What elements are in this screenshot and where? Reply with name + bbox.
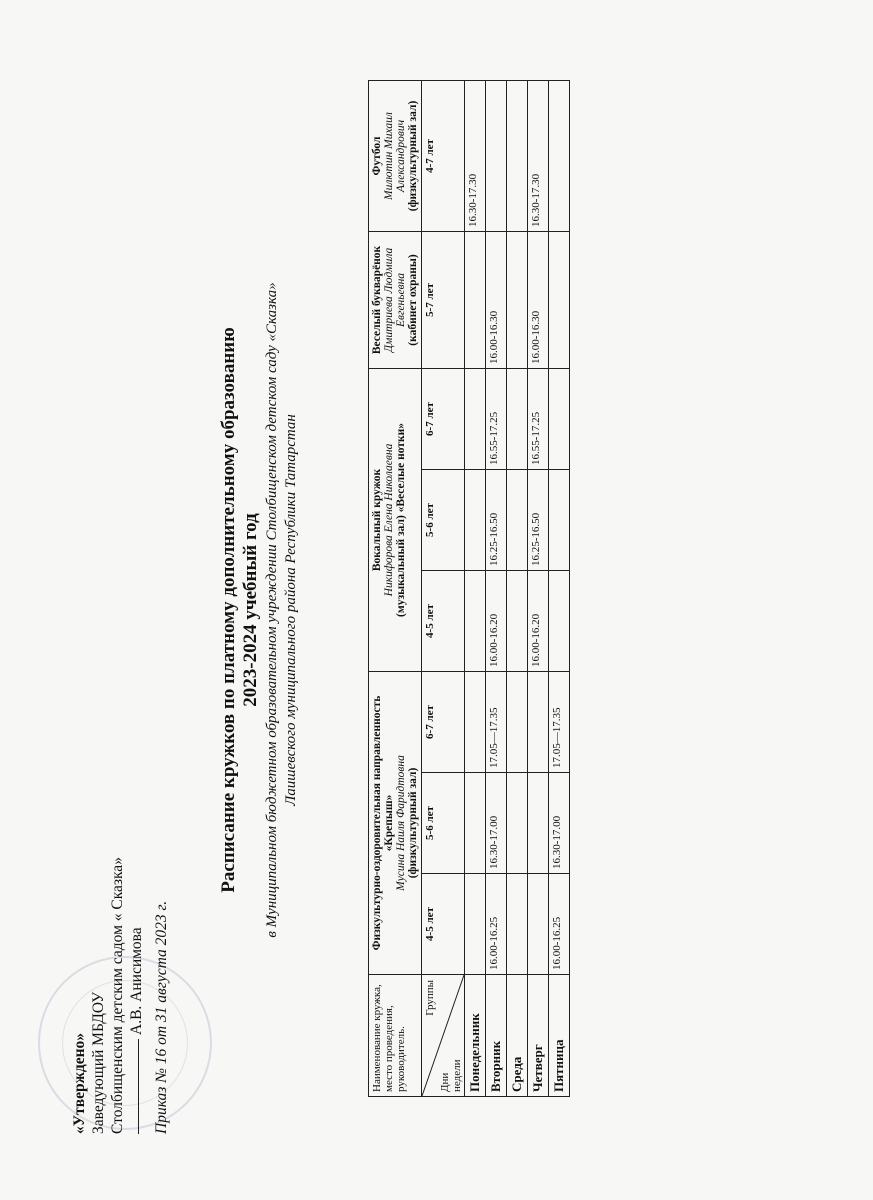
club-name: Вокальный кружок (371, 468, 383, 572)
subtitle-line-2: Лаишевского муниципального района Республики Татарстан (283, 414, 299, 806)
time-cell (465, 874, 486, 975)
age-cell: 4-5 лет (422, 571, 465, 672)
corner-days-1: Дни (439, 1072, 451, 1092)
club-leader: Никифорова Елена Николаевна (383, 443, 395, 597)
time-cell (465, 672, 486, 773)
time-cell: 16.25-16.50 (486, 470, 507, 571)
time-cell: 16.30-17.30 (465, 80, 486, 231)
time-cell (549, 80, 570, 231)
time-cell: 16.30-17.30 (528, 80, 549, 231)
time-cell (507, 470, 528, 571)
time-cell (549, 470, 570, 571)
club-header-4 (369, 80, 422, 231)
club-name: Физкультурно-оздоровительная направленность «Крепыш» (371, 695, 395, 951)
day-cell: Среда (507, 975, 528, 1097)
club-place: (кабинет охраны) (407, 254, 419, 346)
age-cell: 5-7 лет (422, 231, 465, 368)
age-cell: 6-7 лет (422, 368, 465, 469)
corner-groups-label: Группы (424, 980, 436, 1016)
time-cell (507, 672, 528, 773)
subtitle-line-1: в Муниципальном бюджетном образовательном учреждении Столбищенском детском саду «Сказка» (264, 282, 280, 938)
time-cell (507, 231, 528, 368)
club-header-1 (369, 672, 422, 975)
day-cell: Четверг (528, 975, 549, 1097)
time-cell (507, 571, 528, 672)
club-header-2 (369, 368, 422, 671)
club-place: (физкультурный зал) (407, 100, 419, 212)
club-name: Футбол (371, 136, 383, 176)
time-cell: 16.00-16.20 (528, 571, 549, 672)
time-cell (507, 773, 528, 874)
time-cell (507, 80, 528, 231)
approval-line-2: Столбищенским детским садом « Сказка» (109, 857, 126, 1134)
time-cell (549, 571, 570, 672)
document-subtitle (263, 170, 301, 1050)
table-row (486, 80, 507, 1096)
time-cell (465, 470, 486, 571)
time-cell: 16.30-17.00 (549, 773, 570, 874)
corner-diagonal-cell (422, 975, 465, 1097)
time-cell: 16.00-16.30 (528, 231, 549, 368)
time-cell (528, 874, 549, 975)
schedule-table (368, 80, 570, 1097)
club-place: (физкультурный зал) (407, 767, 419, 879)
club-leader: Дмитриева Людмила Евгеньевна (383, 247, 407, 353)
time-cell: 16.00-16.30 (486, 231, 507, 368)
signature-line (138, 1039, 139, 1134)
approval-title: «Утверждено» (71, 1033, 88, 1134)
time-cell: 16.00-16.25 (486, 874, 507, 975)
time-cell (549, 368, 570, 469)
table-row (507, 80, 528, 1096)
time-cell: 16.25-16.50 (528, 470, 549, 571)
title-line-1: Расписание кружков по платному дополнительному образованию (218, 327, 239, 893)
approval-block (70, 614, 171, 1134)
day-cell: Вторник (486, 975, 507, 1097)
age-cell: 4-7 лет (422, 80, 465, 231)
header-row-clubs (369, 80, 422, 1096)
corner-header: Наименование кружка, место проведения, руководитель. (369, 975, 422, 1097)
table-row (528, 80, 549, 1096)
table-row (549, 80, 570, 1096)
time-cell (465, 773, 486, 874)
time-cell (465, 368, 486, 469)
time-cell (486, 80, 507, 231)
day-cell: Понедельник (465, 975, 486, 1097)
approval-signer: А.В. Анисимова (128, 927, 145, 1035)
age-cell: 4-5 лет (422, 874, 465, 975)
time-cell (465, 231, 486, 368)
club-header-3 (369, 231, 422, 368)
corner-days-label (439, 1060, 463, 1092)
day-cell: Пятница (549, 975, 570, 1097)
time-cell: 16.55-17.25 (528, 368, 549, 469)
time-cell: 17.05—17.35 (549, 672, 570, 773)
title-line-2: 2023-2024 учебный год (240, 513, 261, 707)
time-cell (528, 773, 549, 874)
club-leader: Мусина Наиля Фаридтовна (395, 755, 407, 891)
club-name: Веселый букварёнок (371, 245, 383, 355)
document-title (218, 170, 262, 1050)
club-place: (музыкальный зал) «Веселые нотки» (395, 423, 407, 617)
time-cell: 16.30-17.00 (486, 773, 507, 874)
time-cell: 16.55-17.25 (486, 368, 507, 469)
table-row (465, 80, 486, 1096)
time-cell (465, 571, 486, 672)
approval-signer-row (127, 614, 146, 1134)
club-leader: Милютин Михаил Александрович (383, 112, 407, 200)
age-cell: 5-6 лет (422, 773, 465, 874)
time-cell: 16.00-16.25 (549, 874, 570, 975)
time-cell (528, 672, 549, 773)
corner-days-2: недели (451, 1059, 463, 1092)
time-cell: 16.00-16.20 (486, 571, 507, 672)
time-cell (507, 874, 528, 975)
header-row-ages (422, 80, 465, 1096)
approval-order: Приказ № 16 от 31 августа 2023 г. (153, 900, 170, 1134)
time-cell: 17.05—17.35 (486, 672, 507, 773)
time-cell (549, 231, 570, 368)
age-cell: 6-7 лет (422, 672, 465, 773)
time-cell (507, 368, 528, 469)
approval-line-1: Заведующий МБДОУ (90, 991, 107, 1134)
age-cell: 5-6 лет (422, 470, 465, 571)
